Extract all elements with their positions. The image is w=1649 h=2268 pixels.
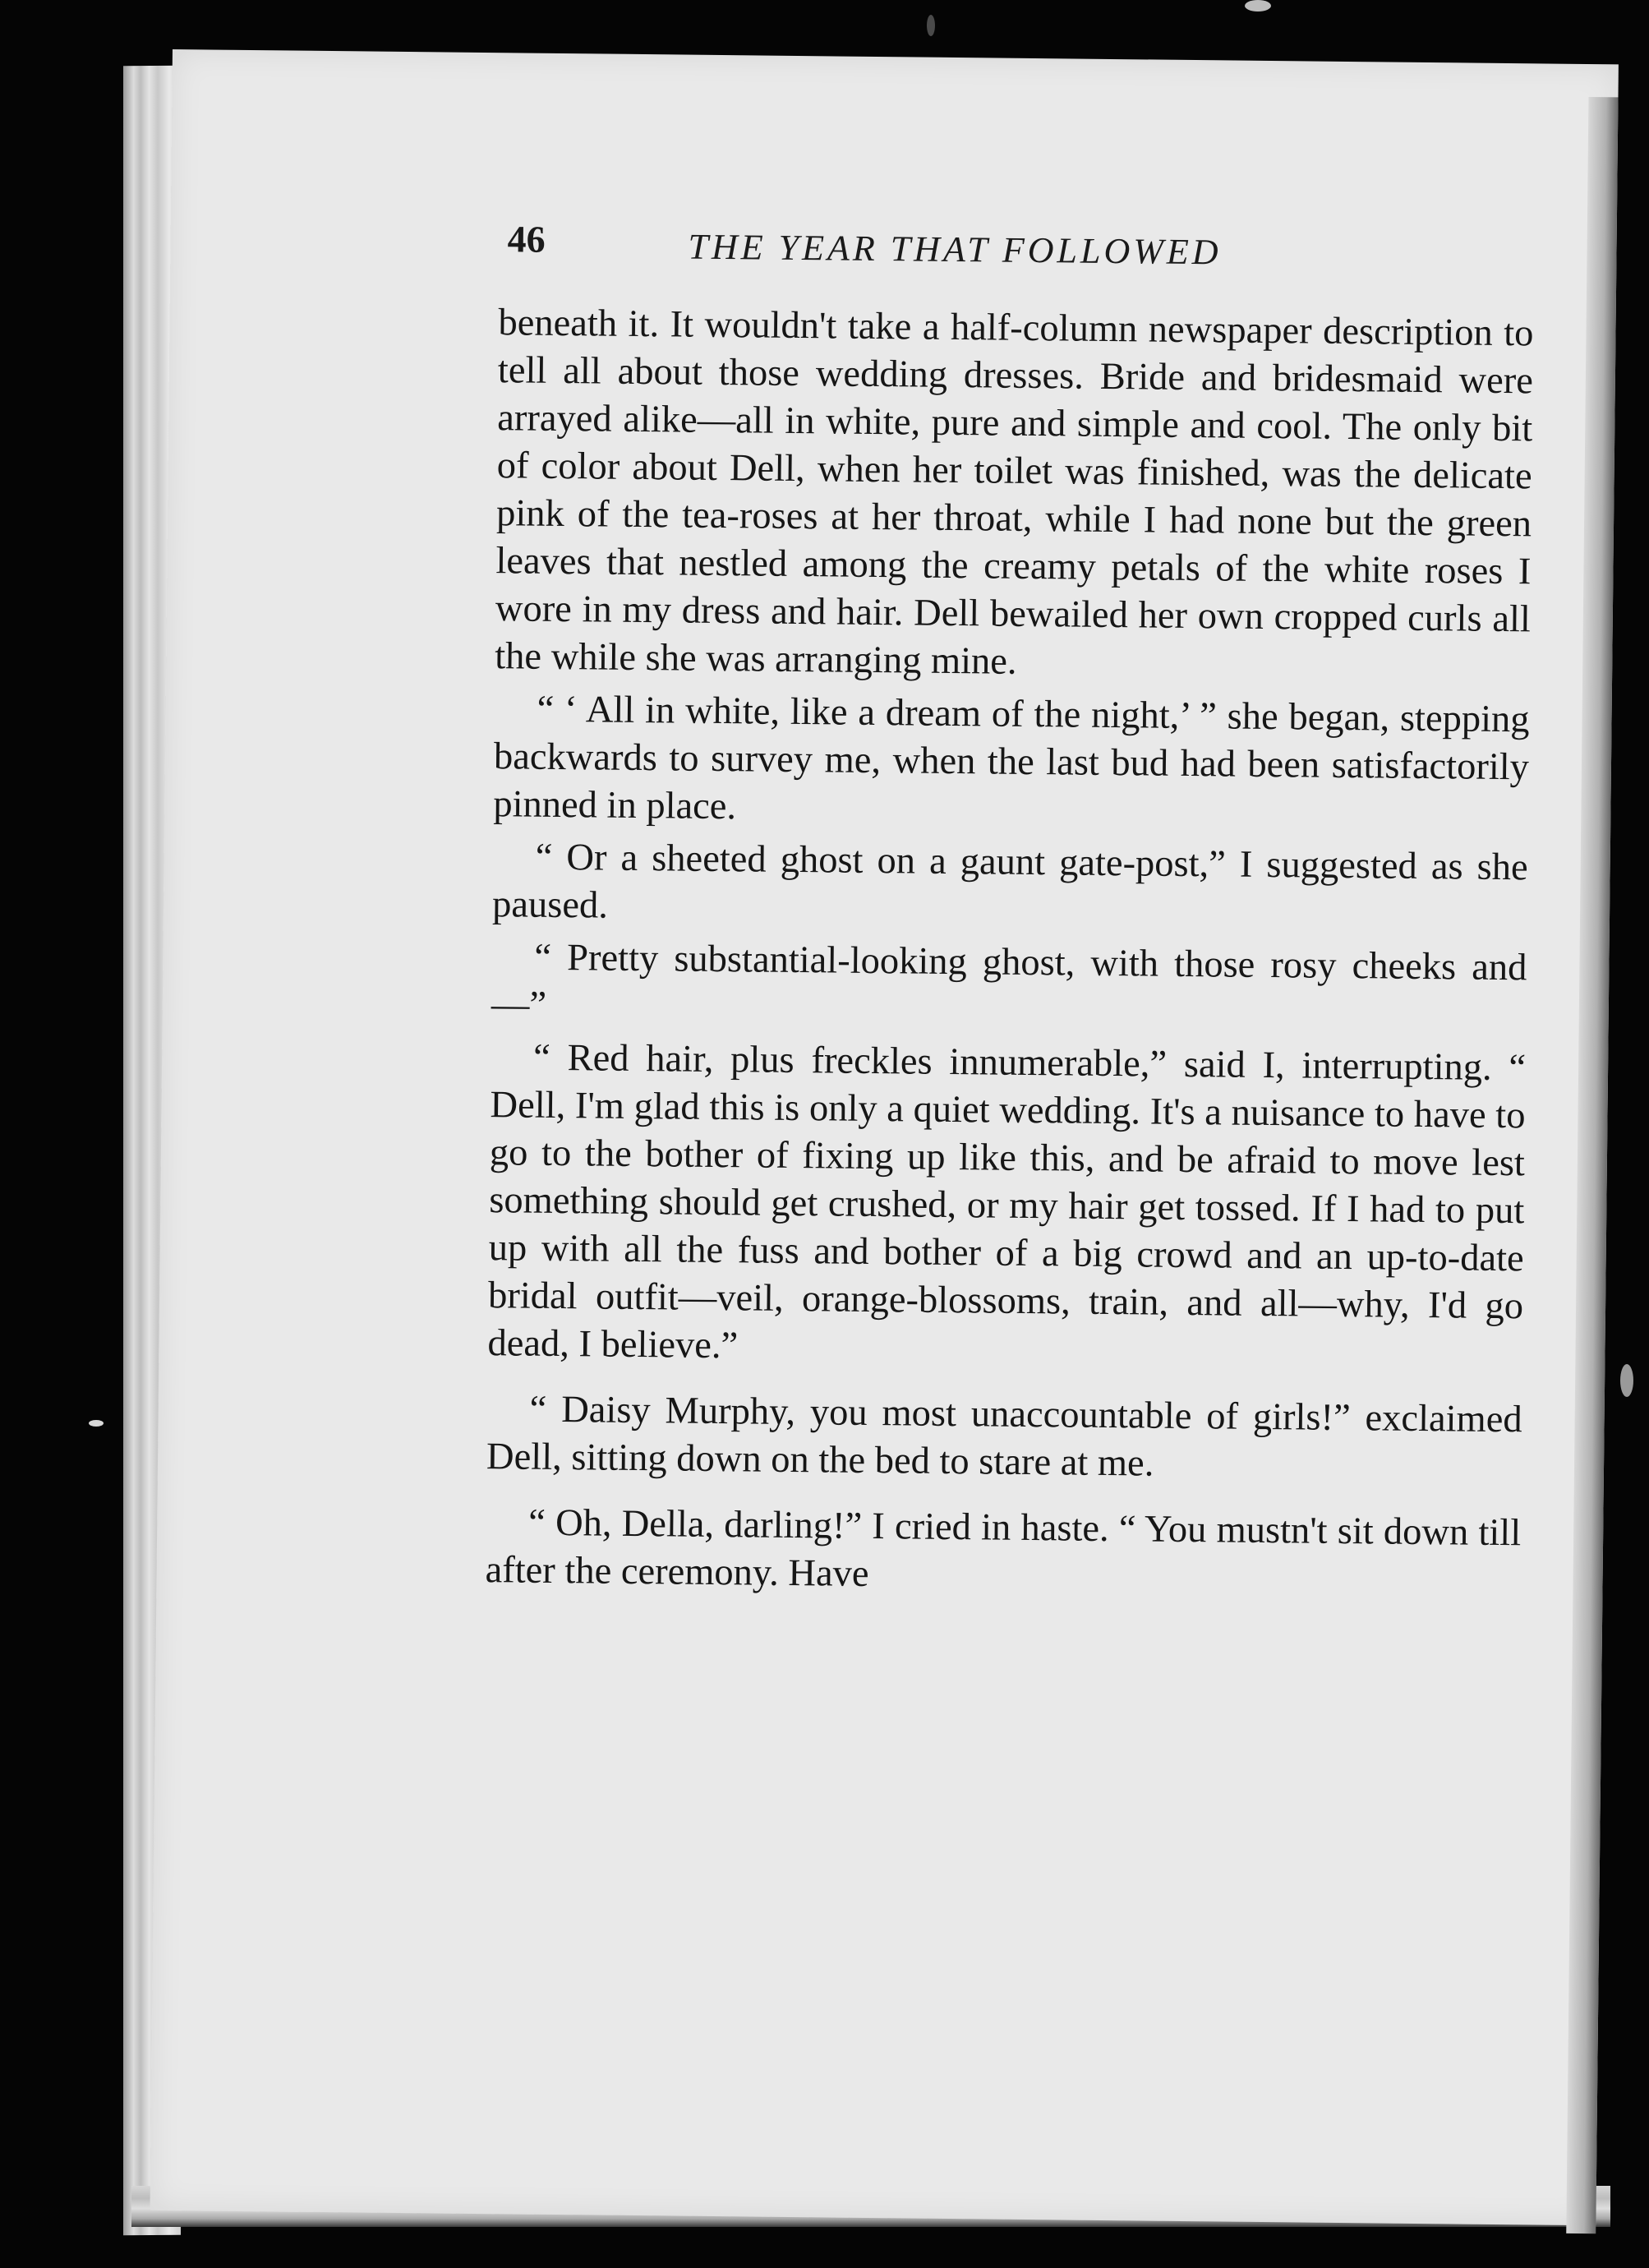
paragraph: beneath it. It wouldn't take a half-column newspaper description to tell all about those wedding dresses. Bride and bridesmaid were arrayed alike—all in white, pure and simple and cool. The only bit of color about Dell, when her toilet was finished, was the delicate pink of the tea-roses at her throat, while I had none but the green leaves that nestled among the creamy petals of the white roses I wore in my dress and hair. Dell bewailed her own cropped curls all the while she was arranging mine. <box>495 302 1534 683</box>
paragraph: “ Red hair, plus freckles innumerable,” said I, interrupting. “ Dell, I'm glad this is only a quiet wedding. It's a nuisance to have to go to the bother of fixing up like this, and be afraid to move lest something should get crushed, or my hair get tossed. If I had to put up with all the fuss and bother of a big crowd and an up-to-date bridal outfit—veil, orange-blossoms, train, and all—why, I'd go dead, I believe.” <box>487 1036 1527 1367</box>
book-page <box>150 49 1618 2225</box>
dust-speck <box>927 15 935 36</box>
dust-speck <box>1245 0 1271 12</box>
page-right-edge <box>1566 97 1618 2233</box>
paragraph: “ Or a sheeted ghost on a gaunt gate-post,” I suggested as she paused. <box>491 836 1528 927</box>
paragraph: “ Daisy Murphy, you most unaccountable of girls!” exclaimed Dell, sitting down on the bed to stare at me. <box>486 1388 1522 1485</box>
paragraph: “ Oh, Della, darling!” I cried in haste. “ You mustn't sit down till after the ceremony. Have <box>485 1501 1522 1595</box>
paragraph: “ ‘ All in white, like a dream of the night,’ ” she began, stepping backwards to survey me, when the last bud had been satisfactorily pinned in place. <box>493 688 1530 828</box>
dust-speck <box>89 1420 104 1427</box>
running-head <box>507 217 1494 302</box>
page-number: 46 <box>507 218 546 260</box>
body-text <box>485 299 1533 1605</box>
running-title: THE YEAR THAT FOLLOWED <box>688 226 1222 273</box>
paragraph: “ Pretty substantial-looking ghost, with those rosy cheeks and—” <box>491 936 1527 1026</box>
dust-speck <box>1620 1364 1633 1397</box>
